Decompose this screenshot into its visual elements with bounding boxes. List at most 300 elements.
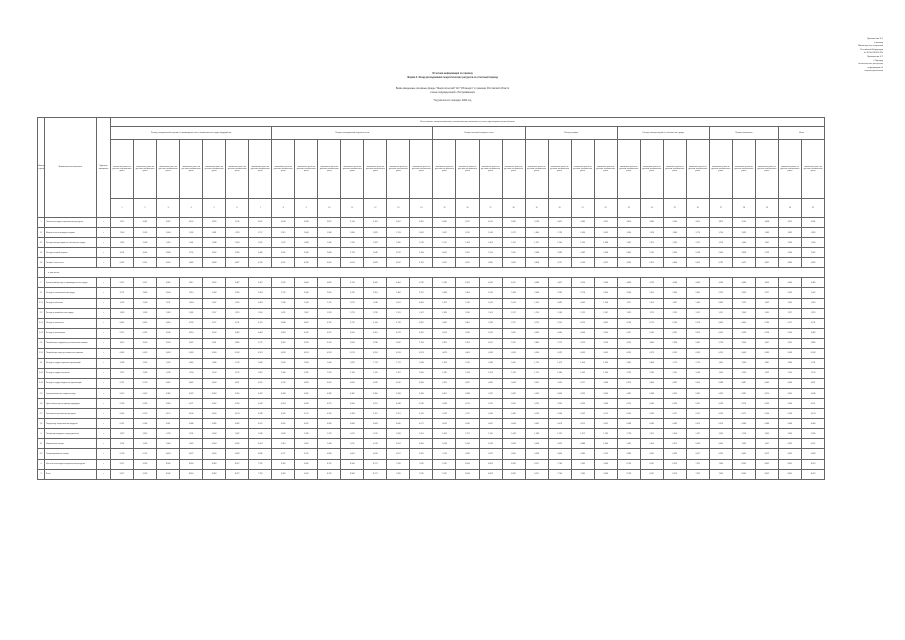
value-cell: 3,744: [341, 218, 364, 228]
unit-cell: т: [97, 338, 111, 348]
row-number: 4: [38, 459, 45, 469]
value-cell: 0,079: [686, 419, 709, 429]
value-cell: 0,553: [364, 348, 387, 358]
value-cell: 0,583: [755, 348, 778, 358]
value-cell: 0,523: [548, 348, 571, 358]
value-cell: 1,092: [755, 298, 778, 308]
value-cell: 2,938: [663, 338, 686, 348]
value-cell: 2,475: [640, 288, 663, 298]
value-cell: 0,720: [272, 379, 295, 389]
value-cell: 0,518: [180, 328, 203, 338]
value-cell: 4,403: [686, 278, 709, 288]
value-cell: 5,147: [134, 278, 157, 288]
row-number: 1.2: [38, 238, 45, 248]
value-cell: 0,079: [249, 419, 272, 429]
value-cell: 0,513: [709, 348, 732, 358]
value-cell: 0,080: [801, 419, 824, 429]
sub-header-cell: показатель учета по данным технического учета: [410, 140, 433, 199]
value-cell: 1,753: [387, 228, 410, 238]
value-cell: 1,932: [180, 228, 203, 238]
column-number: 7: [249, 199, 272, 218]
row-number: 2.6: [38, 399, 45, 409]
value-cell: 0,843: [364, 258, 387, 268]
value-cell: 1,872: [111, 429, 134, 439]
value-cell: 1,323: [364, 238, 387, 248]
value-cell: 1,000: [686, 298, 709, 308]
value-cell: 0,252: [525, 399, 548, 409]
value-cell: 1,963: [755, 228, 778, 238]
value-cell: 2,349: [226, 288, 249, 298]
value-cell: 8,508: [341, 469, 364, 479]
column-number: 14: [410, 199, 433, 218]
column-number: 10: [318, 199, 341, 218]
value-cell: 1,279: [640, 308, 663, 318]
value-cell: 0,330: [410, 389, 433, 399]
value-cell: 0,350: [226, 389, 249, 399]
value-cell: 0,482: [525, 328, 548, 338]
value-cell: 0,142: [571, 409, 594, 419]
value-cell: 0,097: [111, 419, 134, 429]
value-cell: 8,217: [364, 459, 387, 469]
indicator-name: Сверхнормативные потери: [45, 449, 97, 459]
value-cell: 0,679: [571, 318, 594, 328]
value-cell: 8,652: [755, 469, 778, 479]
value-cell: 0,160: [203, 409, 226, 419]
value-cell: 0,731: [226, 318, 249, 328]
value-cell: 0,085: [640, 419, 663, 429]
row-number: 1.3: [38, 248, 45, 258]
value-cell: 9,527: [111, 469, 134, 479]
group-header: Расход электрической энергии на производственные и хозяйственные нужды предприятия: [111, 127, 272, 140]
value-cell: 1,167: [433, 298, 456, 308]
sub-header-cell: показатель учета по данным технического учета: [617, 140, 640, 199]
sub-header-cell: показатель учета по данным технического учета: [134, 140, 157, 199]
value-cell: 1,286: [134, 368, 157, 378]
value-cell: 0,087: [479, 419, 502, 429]
value-cell: 1,018: [801, 298, 824, 308]
value-cell: 7,489: [571, 469, 594, 479]
value-cell: 1,272: [686, 238, 709, 248]
value-cell: 0,464: [249, 328, 272, 338]
indicator-name: Расход электроэнергии на собственные нужды: [45, 238, 97, 248]
value-cell: 1,806: [203, 358, 226, 368]
value-cell: 4,239: [410, 278, 433, 288]
value-cell: 1,348: [203, 238, 226, 248]
value-cell: 2,040: [295, 228, 318, 238]
value-cell: 1,367: [295, 308, 318, 318]
value-cell: 1,656: [571, 228, 594, 238]
value-cell: 0,628: [525, 449, 548, 459]
value-cell: 0,632: [663, 379, 686, 389]
value-cell: 8,653: [479, 459, 502, 469]
value-cell: 0,094: [134, 419, 157, 429]
value-cell: 8,798: [617, 469, 640, 479]
value-cell: 0,905: [709, 439, 732, 449]
value-cell: 0,835: [433, 318, 456, 328]
row-number: 1: [38, 218, 45, 228]
sub-header-cell: показатель учета по данным технического учета: [364, 140, 387, 199]
value-cell: 0,323: [571, 389, 594, 399]
value-cell: 2,058: [111, 358, 134, 368]
value-cell: 2,846: [318, 248, 341, 258]
value-cell: 0,095: [272, 419, 295, 429]
value-cell: 0,617: [686, 449, 709, 459]
value-cell: 0,992: [778, 439, 801, 449]
value-cell: 4,651: [502, 278, 525, 288]
value-cell: 0,166: [180, 409, 203, 419]
unit-cell: т: [97, 328, 111, 338]
value-cell: 2,348: [525, 288, 548, 298]
column-number: 25: [663, 199, 686, 218]
value-cell: 0,163: [640, 409, 663, 419]
table-row: [38, 399, 825, 409]
value-cell: 1,265: [295, 368, 318, 378]
doc-subtitle: Форма 2. Фонд расходования энергетических ресурсов за отчетный период: [407, 76, 498, 79]
value-cell: 4,898: [617, 278, 640, 288]
value-cell: 0,621: [525, 379, 548, 389]
value-cell: 1,741: [801, 358, 824, 368]
value-cell: 0,633: [272, 348, 295, 358]
value-cell: 0,257: [364, 399, 387, 409]
report-table: [37, 117, 825, 480]
indicator-name: Потребление сверх установленных лимитов: [45, 348, 97, 358]
value-cell: 1,323: [318, 308, 341, 318]
value-cell: 0,075: [571, 419, 594, 429]
value-cell: 0,858: [203, 258, 226, 268]
value-cell: 0,402: [134, 389, 157, 399]
value-cell: 1,376: [341, 238, 364, 248]
value-cell: 0,588: [410, 379, 433, 389]
table-row: [38, 379, 825, 389]
value-cell: 0,718: [686, 318, 709, 328]
value-cell: 0,921: [456, 258, 479, 268]
value-cell: 0,175: [295, 409, 318, 419]
value-cell: 9,235: [433, 469, 456, 479]
value-cell: 1,805: [502, 358, 525, 368]
value-cell: 0,822: [295, 318, 318, 328]
value-cell: 0,083: [778, 419, 801, 429]
value-cell: 2,433: [502, 288, 525, 298]
value-cell: 2,795: [180, 248, 203, 258]
value-cell: 0,349: [525, 389, 548, 399]
value-cell: 2,026: [272, 358, 295, 368]
value-cell: 0,080: [387, 419, 410, 429]
value-cell: 0,661: [640, 449, 663, 459]
value-cell: 0,766: [571, 258, 594, 268]
value-cell: 0,716: [433, 449, 456, 459]
value-cell: 1,345: [732, 308, 755, 318]
value-cell: 0,473: [387, 328, 410, 338]
value-cell: 0,891: [755, 258, 778, 268]
table-row: [38, 318, 825, 328]
value-cell: 3,052: [272, 248, 295, 258]
value-cell: 3,947: [594, 218, 617, 228]
value-cell: 0,394: [594, 389, 617, 399]
value-cell: 8,071: [525, 469, 548, 479]
row-number: 2.3: [38, 338, 45, 348]
value-cell: 0,599: [249, 379, 272, 389]
value-cell: 4,569: [364, 278, 387, 288]
value-cell: 4,734: [341, 278, 364, 288]
sub-header-cell: показатель учета по данным технического учета: [548, 140, 571, 199]
row-number: 3.1: [38, 439, 45, 449]
value-cell: 2,476: [341, 288, 364, 298]
value-cell: 5,312: [111, 278, 134, 288]
value-cell: 1,786: [295, 429, 318, 439]
row-number: 2.5: [38, 389, 45, 399]
value-cell: 8,944: [456, 459, 479, 469]
value-cell: 8,217: [364, 469, 387, 479]
column-number: 30: [778, 199, 801, 218]
table-row: [38, 469, 825, 479]
value-cell: 0,603: [157, 348, 180, 358]
group-header: Расход топлива: [525, 127, 617, 140]
value-cell: 1,837: [341, 358, 364, 368]
value-cell: 1,055: [778, 298, 801, 308]
unit-cell: т: [97, 469, 111, 479]
value-cell: 7,925: [686, 469, 709, 479]
value-cell: 0,809: [157, 318, 180, 328]
value-cell: 1,756: [732, 429, 755, 439]
value-cell: 0,959: [226, 439, 249, 449]
value-cell: 1,843: [272, 429, 295, 439]
value-cell: 8,216: [663, 459, 686, 469]
value-cell: 0,835: [134, 318, 157, 328]
value-cell: 1,020: [226, 298, 249, 308]
unit-cell: т: [97, 379, 111, 389]
value-cell: 3,998: [295, 218, 318, 228]
value-cell: 8,945: [157, 459, 180, 469]
value-cell: 0,543: [801, 348, 824, 358]
column-number: 3: [157, 199, 180, 218]
value-cell: 2,726: [410, 338, 433, 348]
section-row: [38, 268, 825, 278]
value-cell: 3,475: [778, 218, 801, 228]
value-cell: 1,141: [663, 368, 686, 378]
value-cell: 1,433: [111, 308, 134, 318]
value-cell: 0,809: [456, 318, 479, 328]
value-cell: 0,293: [272, 399, 295, 409]
value-cell: 1,963: [295, 358, 318, 368]
value-cell: 2,690: [778, 248, 801, 258]
value-cell: 0,889: [180, 258, 203, 268]
unit-cell: т: [97, 318, 111, 328]
value-cell: 2,518: [479, 288, 502, 298]
value-cell: 1,301: [755, 308, 778, 318]
value-cell: 0,964: [410, 298, 433, 308]
value-cell: 0,455: [410, 328, 433, 338]
value-cell: 2,794: [479, 248, 502, 258]
value-cell: 2,640: [364, 248, 387, 258]
value-cell: 0,283: [594, 399, 617, 409]
value-cell: 1,011: [341, 439, 364, 449]
row-number: 3.2: [38, 449, 45, 459]
value-cell: 0,086: [755, 419, 778, 429]
value-cell: 0,089: [318, 419, 341, 429]
column-number: 9: [295, 199, 318, 218]
row-number: 2.1: [38, 288, 45, 298]
value-cell: 0,963: [709, 298, 732, 308]
value-cell: 1,300: [801, 238, 824, 248]
value-cell: 0,796: [249, 258, 272, 268]
value-cell: 2,897: [456, 248, 479, 258]
value-cell: 1,120: [801, 368, 824, 378]
value-cell: 0,621: [226, 379, 249, 389]
value-cell: 2,485: [548, 248, 571, 258]
value-cell: 0,262: [203, 399, 226, 409]
value-cell: 0,446: [571, 328, 594, 338]
table-row: [38, 248, 825, 258]
value-cell: 4,816: [479, 278, 502, 288]
value-cell: 8,654: [180, 469, 203, 479]
unit-cell: т: [97, 308, 111, 318]
value-cell: 0,248: [387, 399, 410, 409]
value-cell: 0,563: [272, 328, 295, 338]
indicator-name: Мощность по всем видам энергии: [45, 228, 97, 238]
value-cell: 1,100: [686, 368, 709, 378]
value-cell: 0,639: [364, 449, 387, 459]
value-cell: 1,062: [732, 439, 755, 449]
value-cell: 0,692: [709, 318, 732, 328]
value-cell: 7,926: [387, 469, 410, 479]
value-cell: 2,391: [364, 288, 387, 298]
value-cell: 0,271: [180, 399, 203, 409]
value-cell: 9,090: [295, 469, 318, 479]
value-cell: 0,265: [640, 399, 663, 409]
value-cell: 0,796: [617, 318, 640, 328]
value-cell: 0,244: [249, 399, 272, 409]
indicator-name: Расход тепловой энергии: [45, 248, 97, 258]
table-row: [38, 348, 825, 358]
value-cell: 8,070: [801, 459, 824, 469]
value-cell: 1,460: [732, 238, 755, 248]
value-cell: 0,610: [686, 379, 709, 389]
value-cell: 0,595: [709, 449, 732, 459]
value-cell: 1,586: [525, 429, 548, 439]
value-cell: 0,797: [548, 258, 571, 268]
value-cell: 8,072: [226, 469, 249, 479]
value-cell: 2,076: [134, 228, 157, 238]
value-cell: 0,145: [709, 409, 732, 419]
value-cell: 3,612: [249, 218, 272, 228]
value-cell: 2,731: [272, 288, 295, 298]
value-cell: 0,654: [341, 379, 364, 389]
value-cell: 2,673: [571, 338, 594, 348]
value-cell: 0,812: [387, 258, 410, 268]
value-cell: 8,943: [732, 459, 755, 469]
value-cell: 1,930: [732, 358, 755, 368]
value-cell: 0,077: [410, 419, 433, 429]
value-cell: 1,101: [387, 368, 410, 378]
value-cell: 1,081: [249, 368, 272, 378]
header-right-block: [858, 38, 883, 56]
indicator-name: Перерасход энергетических ресурсов: [45, 419, 97, 429]
value-cell: 0,253: [226, 399, 249, 409]
value-cell: 0,375: [479, 389, 502, 399]
value-cell: 0,573: [341, 348, 364, 358]
value-cell: 1,389: [134, 308, 157, 318]
value-cell: 0,160: [502, 409, 525, 419]
value-cell: 1,616: [571, 358, 594, 368]
sub-header-cell: показатель учета по данным технического учета: [433, 140, 456, 199]
value-cell: 2,991: [778, 338, 801, 348]
value-cell: 0,084: [502, 419, 525, 429]
column-number: 2: [134, 199, 157, 218]
unit-cell: т: [97, 238, 111, 248]
value-cell: 2,832: [686, 338, 709, 348]
value-cell: 3,097: [755, 338, 778, 348]
value-cell: 1,486: [594, 238, 617, 248]
value-cell: 1,116: [272, 439, 295, 449]
value-cell: 0,288: [433, 399, 456, 409]
value-cell: 0,401: [433, 389, 456, 399]
value-cell: 3,822: [410, 218, 433, 228]
sub-header-cell: показатель учета по данным технического учета: [755, 140, 778, 199]
table-row: [38, 419, 825, 429]
value-cell: 1,125: [571, 308, 594, 318]
value-cell: 0,923: [548, 439, 571, 449]
value-cell: 0,464: [548, 328, 571, 338]
value-cell: 0,355: [663, 389, 686, 399]
value-cell: 0,536: [456, 328, 479, 338]
value-cell: 1,345: [157, 308, 180, 318]
value-cell: 8,944: [456, 469, 479, 479]
value-cell: 0,093: [433, 419, 456, 429]
value-cell: 1,743: [226, 358, 249, 368]
value-cell: 1,301: [479, 308, 502, 318]
value-cell: 0,238: [709, 399, 732, 409]
value-cell: 0,888: [571, 439, 594, 449]
value-cell: 1,191: [686, 308, 709, 318]
value-cell: 0,172: [157, 409, 180, 419]
value-cell: 0,643: [111, 348, 134, 358]
value-cell: 0,085: [203, 419, 226, 429]
value-cell: 1,869: [180, 358, 203, 368]
value-cell: 1,203: [479, 368, 502, 378]
value-cell: 7,780: [548, 469, 571, 479]
value-cell: 1,411: [272, 308, 295, 318]
value-cell: 0,172: [732, 409, 755, 419]
value-cell: 3,690: [433, 218, 456, 228]
value-cell: 0,090: [456, 419, 479, 429]
value-cell: 4,485: [801, 278, 824, 288]
row-number: 1.4: [38, 258, 45, 268]
table-row: [38, 389, 825, 399]
value-cell: 4,733: [640, 278, 663, 288]
value-cell: 1,243: [732, 368, 755, 378]
value-cell: 2,561: [318, 288, 341, 298]
unit-cell: т: [97, 358, 111, 368]
value-cell: 1,511: [433, 238, 456, 248]
value-cell: 1,186: [272, 298, 295, 308]
value-cell: 2,639: [663, 248, 686, 258]
column-number: 28: [732, 199, 755, 218]
value-cell: 2,220: [709, 288, 732, 298]
value-cell: 3,256: [295, 338, 318, 348]
value-cell: 0,376: [180, 389, 203, 399]
indicator-name: Средневзвешенная норма расхода: [45, 389, 97, 399]
value-cell: 0,694: [732, 449, 755, 459]
value-cell: 3,952: [157, 218, 180, 228]
value-cell: 1,729: [318, 429, 341, 439]
value-cell: 0,661: [341, 449, 364, 459]
indicator-name: Итого по всем видам энергетических ресурсов: [45, 459, 97, 469]
indicator-name: Потери в сетях всего: [45, 258, 97, 268]
value-cell: 0,621: [801, 379, 824, 389]
value-cell: 2,263: [548, 288, 571, 298]
value-cell: 2,390: [663, 288, 686, 298]
value-cell: 4,487: [226, 278, 249, 288]
